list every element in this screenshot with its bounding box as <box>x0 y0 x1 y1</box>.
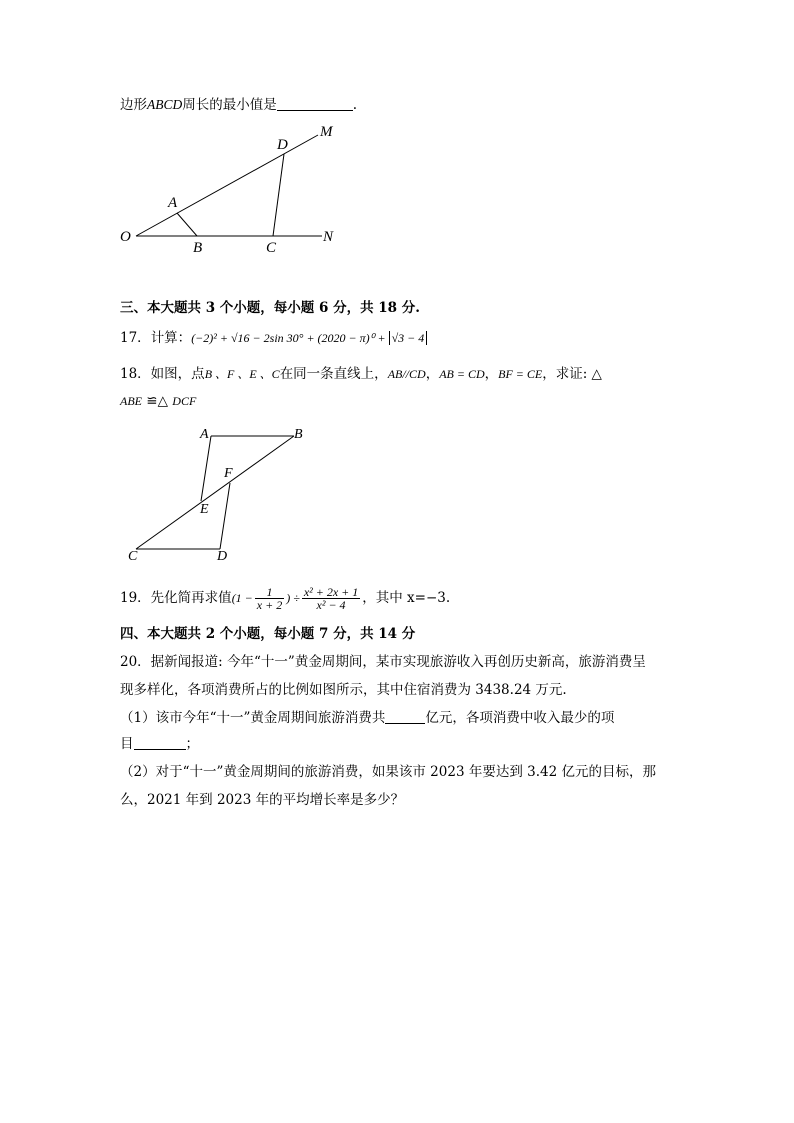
segment-dc <box>273 154 284 236</box>
q17-absolute-value: √3 − 4 <box>389 331 428 345</box>
q16-text-suffix: 周长的最小值是 <box>182 97 277 113</box>
q20-part1-end: ； <box>185 736 199 752</box>
q20-item-blank[interactable] <box>134 735 186 750</box>
segment-ab <box>177 213 197 236</box>
q18-sep-1: ， <box>425 366 440 382</box>
q18-prefix: 18．如图，点 <box>120 366 205 382</box>
q19-frac1-denominator: x + 2 <box>256 598 283 612</box>
label-d-18: D <box>217 549 228 564</box>
q19-fraction-2 <box>302 586 360 611</box>
label-a: A <box>168 195 178 211</box>
q17-expression: (−2)² + √16 − 2sin 30° + (2020 − π)⁰ + <box>191 331 389 345</box>
q18-points: B 、F 、E 、C <box>204 367 280 381</box>
q18-sep-2: ， <box>484 366 499 382</box>
section-3-heading: 三、本大题共 3 个小题，每小题 6 分，共 18 分. <box>120 300 420 316</box>
q19-divide: ) ÷ <box>286 591 300 605</box>
q19-prefix: 19．先化简再求值 <box>120 590 232 606</box>
q20-line-5: （2）对于“十一”黄金周期间的旅游消费，如果该市 2023 年要达到 3.42 亿元的目标，那 <box>120 764 656 780</box>
q18-mid: 在同一条直线上， <box>279 366 388 382</box>
q20-line-3 <box>120 708 614 728</box>
label-c-18: C <box>128 549 138 564</box>
q17-number: 17． <box>120 330 151 346</box>
q20-line-4 <box>120 734 199 754</box>
label-n: N <box>323 229 334 245</box>
q18-condition-equal-ab-cd: AB = CD <box>439 367 485 381</box>
label-a-18: A <box>200 427 209 442</box>
figure-angle-mon <box>110 118 350 258</box>
q16-quad-name: ABCD <box>147 97 183 112</box>
q18-triangle-abe: ABE <box>120 394 142 408</box>
label-d: D <box>277 137 288 153</box>
q20-part1-text-b: 亿元，各项消费中收入最少的项 <box>425 710 615 726</box>
q19-fraction-1 <box>255 586 284 611</box>
label-e-18: E <box>200 502 209 517</box>
q18-congruent-symbol: ≌△ <box>142 393 173 409</box>
figure-parallelogram <box>120 420 320 570</box>
q19-frac2-denominator: x² − 4 <box>316 598 346 612</box>
q19-line <box>120 580 450 616</box>
q18-prove: ，求证: △ <box>542 366 602 382</box>
q17-prefix: 计算： <box>150 330 192 346</box>
q20-line-6: 么，2021 年到 2023 年的平均增长率是多少？ <box>120 792 405 808</box>
q19-frac2-numerator: x² + 2x + 1 <box>303 585 359 599</box>
label-c: C <box>266 240 277 256</box>
line-om <box>136 135 318 236</box>
q18-triangle-dcf: DCF <box>172 394 197 408</box>
q18-line-2 <box>120 391 196 411</box>
q20-part1-text-a: （1）该市今年“十一”黄金周期间旅游消费共 <box>120 710 386 726</box>
q17-line <box>120 328 427 348</box>
segment-cb <box>136 436 294 549</box>
q19-suffix: ，其中 x=−3. <box>362 590 451 606</box>
q16-answer-blank[interactable] <box>277 96 353 111</box>
q16-tail-line <box>120 95 357 115</box>
q19-frac1-numerator: 1 <box>255 586 284 599</box>
segment-ae <box>201 436 211 501</box>
q19-left-paren: (1 − <box>231 591 253 605</box>
q20-part1-text-c: 目 <box>120 736 134 752</box>
section-4-heading: 四、本大题共 2 个小题，每小题 7 分，共 14 分 <box>120 626 416 642</box>
label-b-18: B <box>294 427 303 442</box>
label-m: M <box>320 124 333 140</box>
q16-text-prefix: 边形 <box>120 97 147 113</box>
q20-line-1: 20．据新闻报道: 今年“十一”黄金周期间，某市实现旅游收入再创历史新高，旅游消费呈 <box>120 654 646 670</box>
q18-condition-parallel: AB//CD <box>387 367 426 381</box>
segment-df <box>220 483 230 549</box>
q18-line-1 <box>120 364 602 384</box>
q20-line-2: 现多样化，各项消费所占的比例如图所示，其中住宿消费为 3438.24 万元. <box>120 682 567 698</box>
q20-total-blank[interactable] <box>385 709 425 724</box>
q16-end: . <box>352 97 358 113</box>
label-b: B <box>193 240 203 256</box>
q18-condition-equal-bf-ce: BF = CE <box>498 367 543 381</box>
label-o: O <box>120 229 131 245</box>
label-f-18: F <box>224 466 233 481</box>
